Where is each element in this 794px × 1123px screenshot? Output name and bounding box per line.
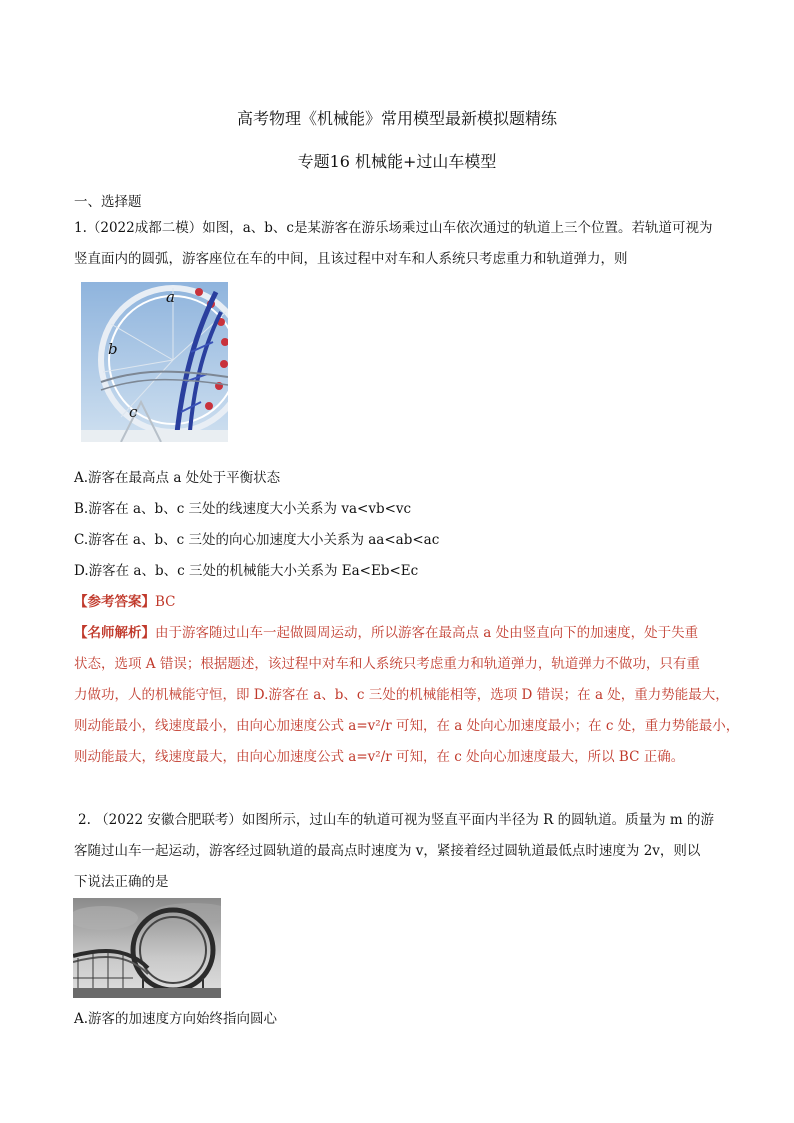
q2-stem-line-2: 客随过山车一起运动，游客经过圆轨道的最高点时速度为 v，紧接着经过圆轨道最低点时速度为 2v，则以 — [74, 843, 701, 859]
q1-answer — [74, 590, 734, 610]
q1-option-a: A.游客在最高点 a 处处于平衡状态 — [74, 470, 281, 486]
q1-option-c: C.游客在 a、b、c 三处的向心加速度大小关系为 aa<ab<ac — [74, 532, 440, 548]
q1-analysis-line-4: 则动能最小，线速度最小，由向心加速度公式 a=v²/r 可知，在 a 处向心加速度最小；在 c 处，重力势能最小， — [74, 718, 740, 734]
q1-analysis-label: 【名师解析】 — [74, 625, 155, 641]
q1-analysis-text-1: 由于游客随过山车一起做圆周运动，所以游客在最高点 a 处由竖直向下的加速度，处于失重 — [155, 625, 699, 641]
q2-stem-line-1: 2. （2022 安徽合肥联考）如图所示，过山车的轨道可视为竖直平面内半径为 R 的圆轨道。质量为 m 的游 — [78, 812, 714, 828]
q1-stem-line-1: 1.（2022成都二模）如图，a、b、c是某游客在游乐场乘过山车依次通过的轨道上三个位置。若轨道可视为 — [74, 220, 713, 236]
q1-option-d: D.游客在 a、b、c 三处的机械能大小关系为 Ea<Eb<Ec — [74, 563, 419, 579]
q1-analysis-line-1 — [74, 621, 734, 641]
q1-analysis-line-3: 力做功，人的机械能守恒，即 D.游客在 a、b、c 三处的机械能相等，选项 D 错误；在 a 处，重力势能最大， — [74, 687, 729, 703]
q1-label-b: b — [108, 340, 118, 358]
q1-option-b: B.游客在 a、b、c 三处的线速度大小关系为 va<vb<vc — [74, 501, 412, 517]
q1-stem-line-2: 竖直面内的圆弧，游客座位在车的中间，且该过程中对车和人系统只考虑重力和轨道弹力，则 — [74, 251, 628, 267]
q1-label-c: c — [129, 403, 138, 421]
q2-option-a: A.游客的加速度方向始终指向圆心 — [74, 1011, 278, 1027]
document-title: 高考物理《机械能》常用模型最新模拟题精练 — [236, 109, 557, 128]
q1-ferris-wheel-figure — [81, 282, 228, 442]
document-subtitle: 专题16 机械能+过山车模型 — [297, 152, 497, 171]
q1-label-a: a — [166, 288, 175, 306]
q1-analysis-line-2: 状态，选项 A 错误；根据题述，该过程中对车和人系统只考虑重力和轨道弹力，轨道弹力不做功，只有重 — [74, 656, 700, 672]
q1-answer-value: BC — [155, 594, 176, 610]
q2-stem-line-3: 下说法正确的是 — [74, 874, 169, 890]
q1-analysis-line-5: 则动能最大，线速度最大，由向心加速度公式 a=v²/r 可知，在 c 处向心加速度最大，所以 BC 正确。 — [74, 749, 685, 765]
q2-roller-coaster-loop-figure — [73, 898, 221, 998]
section-heading: 一、选择题 — [74, 194, 142, 210]
q1-answer-label: 【参考答案】 — [74, 594, 155, 610]
